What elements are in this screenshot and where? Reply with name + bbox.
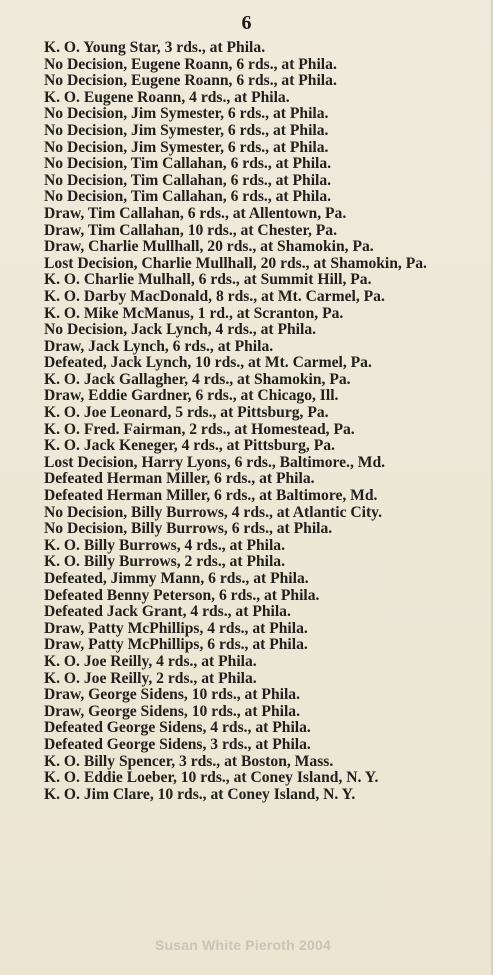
fight-record-entry: No Decision, Jim Symester, 6 rds., at Phila. xyxy=(44,138,329,156)
fight-record-entry: Defeated Herman Miller, 6 rds., at Baltimore, Md. xyxy=(44,487,378,505)
fight-record-entry: Lost Decision, Charlie Mullhall, 20 rds., at Shamokin, Pa. xyxy=(44,254,427,272)
fight-record-entry: K. O. Eugene Roann, 4 rds., at Phila. xyxy=(44,88,290,106)
fight-record-entry: No Decision, Tim Callahan, 6 rds., at Phila. xyxy=(44,188,332,206)
watermark: Susan White Pieroth 2004 xyxy=(155,937,331,953)
fight-record-entry: K. O. Joe Reilly, 4 rds., at Phila. xyxy=(44,652,257,670)
fight-record-entry: Draw, Eddie Gardner, 6 rds., at Chicago, Ill. xyxy=(44,387,339,405)
fight-record-entry: Draw, Tim Callahan, 10 rds., at Chester, Pa. xyxy=(44,221,337,239)
fight-record-entry: K. O. Joe Leonard, 5 rds., at Pittsburg, Pa. xyxy=(44,404,329,422)
fight-record-entry: K. O. Young Star, 3 rds., at Phila. xyxy=(44,39,266,56)
fight-record-entry: Defeated Herman Miller, 6 rds., at Phila. xyxy=(44,470,315,488)
fight-record-entry: Defeated, Jimmy Mann, 6 rds., at Phila. xyxy=(44,570,309,587)
fight-record-list xyxy=(6,40,460,803)
fight-record-entry: Draw, George Sidens, 10 rds., at Phila. xyxy=(44,686,300,704)
fight-record-entry: No Decision, Tim Callahan, 6 rds., at Phila. xyxy=(44,171,332,189)
fight-record-entry: K. O. Eddie Loeber, 10 rds., at Coney Island, N. Y. xyxy=(44,769,379,787)
fight-record-entry: No Decision, Tim Callahan, 6 rds., at Phila. xyxy=(44,155,332,173)
fight-record-entry: K. O. Jim Clare, 10 rds., at Coney Island, N. Y. xyxy=(44,785,356,803)
fight-record-entry: Defeated George Sidens, 4 rds., at Phila. xyxy=(44,719,311,737)
fight-record-entry: K. O. Billy Burrows, 2 rds., at Phila. xyxy=(44,553,286,571)
fight-record-entry: K. O. Jack Gallagher, 4 rds., at Shamokin, Pa. xyxy=(44,370,351,388)
fight-record-entry: Draw, Patty McPhillips, 4 rds., at Phila. xyxy=(44,619,308,637)
fight-record-entry: Defeated Jack Grant, 4 rds., at Phila. xyxy=(44,603,291,621)
fight-record-entry: K. O. Mike McManus, 1 rd., at Scranton, Pa. xyxy=(44,304,344,322)
page-number: 6 xyxy=(241,12,252,34)
fight-record-entry: Defeated Benny Peterson, 6 rds., at Phila. xyxy=(44,586,320,604)
fight-record-entry: Defeated George Sidens, 3 rds., at Phila. xyxy=(44,735,311,753)
fight-record-entry: No Decision, Eugene Roann, 6 rds., at Phila. xyxy=(44,72,337,90)
fight-record-entry: K. O. Charlie Mulhall, 6 rds., at Summit Hill, Pa. xyxy=(44,271,372,289)
fight-record-entry: No Decision, Jim Symester, 6 rds., at Phila. xyxy=(44,105,329,123)
fight-record-entry: Lost Decision, Harry Lyons, 6 rds., Baltimore., Md. xyxy=(44,453,386,471)
fight-record-entry: K. O. Billy Spencer, 3 rds., at Boston, Mass. xyxy=(44,752,334,770)
fight-record-entry: K. O. Billy Burrows, 4 rds., at Phila. xyxy=(44,536,286,554)
fight-record-entry: No Decision, Jim Symester, 6 rds., at Phila. xyxy=(44,121,329,139)
fight-record-entry: K. O. Joe Reilly, 2 rds., at Phila. xyxy=(44,669,257,687)
fight-record-entry: Draw, Patty McPhillips, 6 rds., at Phila. xyxy=(44,636,308,654)
fight-record-entry: No Decision, Jack Lynch, 4 rds., at Phila. xyxy=(44,321,317,339)
fight-record-entry: Draw, George Sidens, 10 rds., at Phila. xyxy=(44,702,300,720)
fight-record-entry: No Decision, Billy Burrows, 6 rds., at Phila. xyxy=(44,520,333,538)
fight-record-entry: Draw, Tim Callahan, 6 rds., at Allentown, Pa. xyxy=(44,204,347,222)
fight-record-entry: Draw, Jack Lynch, 6 rds., at Phila. xyxy=(44,337,274,355)
fight-record-entry: No Decision, Eugene Roann, 6 rds., at Phila. xyxy=(44,55,337,73)
fight-record-entry: No Decision, Billy Burrows, 4 rds., at Atlantic City. xyxy=(44,503,383,521)
fight-record-entry: Defeated, Jack Lynch, 10 rds., at Mt. Carmel, Pa. xyxy=(44,354,372,372)
fight-record-entry: K. O. Jack Keneger, 4 rds., at Pittsburg, Pa. xyxy=(44,437,335,455)
fight-record-entry: K. O. Fred. Fairman, 2 rds., at Homestead, Pa. xyxy=(44,420,355,438)
fight-record-entry: Draw, Charlie Mullhall, 20 rds., at Shamokin, Pa. xyxy=(44,238,374,256)
fight-record-entry: K. O. Darby MacDonald, 8 rds., at Mt. Carmel, Pa. xyxy=(44,287,385,305)
